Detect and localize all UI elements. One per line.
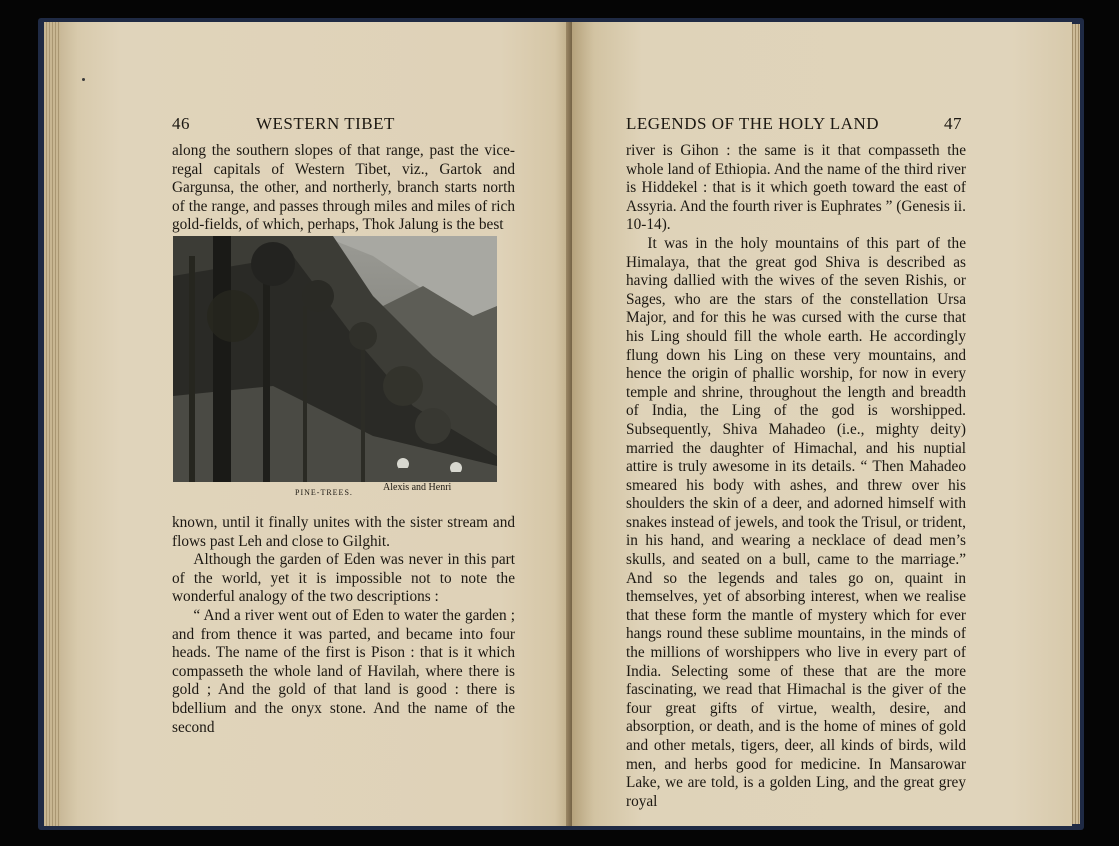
right-running-head: LEGENDS OF THE HOLY LAND [626, 114, 880, 133]
photo-image [173, 236, 497, 482]
open-book [38, 18, 1084, 830]
left-page-number: 46 [172, 114, 190, 133]
speck [82, 78, 85, 81]
paragraph: It was in the holy mountains of this part of the Himalaya, that the great god Shiva is described as having dallied with the wives of the seven Rishis, or Sages, who are the stars of the constellation Ursa Major, and for this he was cursed with the curse that his Ling should fill the whole earth. He accordingly flung down his Ling on these very mountains, and hence the origin of phallic worship, for now in every temple and shrine, throughout the length and breadth of India, the Ling of the god is worshipped. Subsequently, Shiva Mahadeo (i.e., mighty deity) married the daughter of Himachal, and his nuptial attire is truly awesome in its details. “ Then Mahadeo smeared his body with ashes, and threw over his shoulders the skin of a deer, and adorned himself with snakes instead of jewels, and took the Trisul, or trident, in his hand, and wearing a necklace of dead men’s skulls, and seated on a bull, came to the marriage.” And so the legends and tales go on, quaint in themselves, yet of absorbing interest, when we realise that these form the mantle of mystery which for ever hangs round these sublime mountains, in the minds of the millions of worshippers who live in every part of India. Selecting some of these that are the more fascinating, we read that Himachal is the giver of the four great gifts of virtue, wealth, desire, and absorption, or death, and is the home of mines of gold and other metals, tigers, deer, all kinds of birds, wild men, and herbs good for medicine. In Mansarowar Lake, we are told, is a golden Ling, and the great grey royal [626, 234, 966, 810]
paragraph: Although the garden of Eden was never in this part of the world, yet it is impossible not to note the wonderful analogy of the two descriptions : [172, 551, 515, 606]
figure-caption: PINE-TREES. [295, 488, 353, 497]
left-text-bottom [172, 514, 515, 737]
left-page [60, 22, 574, 826]
right-page-number: 47 [944, 114, 962, 133]
left-running-head: WESTERN TIBET [256, 114, 395, 133]
left-text-top [172, 142, 515, 235]
pine-trees-photo [173, 236, 497, 482]
paragraph: “ And a river went out of Eden to water the garden ; and from thence it was parted, and became into four heads. The name of the first is Pison : that is it which compasseth the whole land of Havilah, where there is gold ; And the gold of that land is good : there is bdellium and the onyx stone. And the name of the second [172, 606, 515, 736]
right-page [572, 22, 1072, 826]
paragraph: river is Gihon : the same is it that compasseth the whole land of Ethiopia. And the name of the third river is Hiddekel : that is it which goeth toward the east of Assyria. And the fourth river is Euphrates ” (Genesis ii. 10-14). [626, 142, 966, 234]
paragraph: known, until it finally unites with the sister stream and flows past Leh and close to Gilghit. [172, 514, 515, 550]
figure-credit: Alexis and Henri [383, 482, 452, 493]
paragraph: along the southern slopes of that range, past the vice-regal capitals of Western Tibet, viz., Gartok and Gargunsa, the other, and northerly, branch starts north of the range, and passes through miles and miles of rich gold-fields, of which, perhaps, Thok Jalung is the best [172, 142, 515, 234]
right-text [626, 142, 966, 811]
